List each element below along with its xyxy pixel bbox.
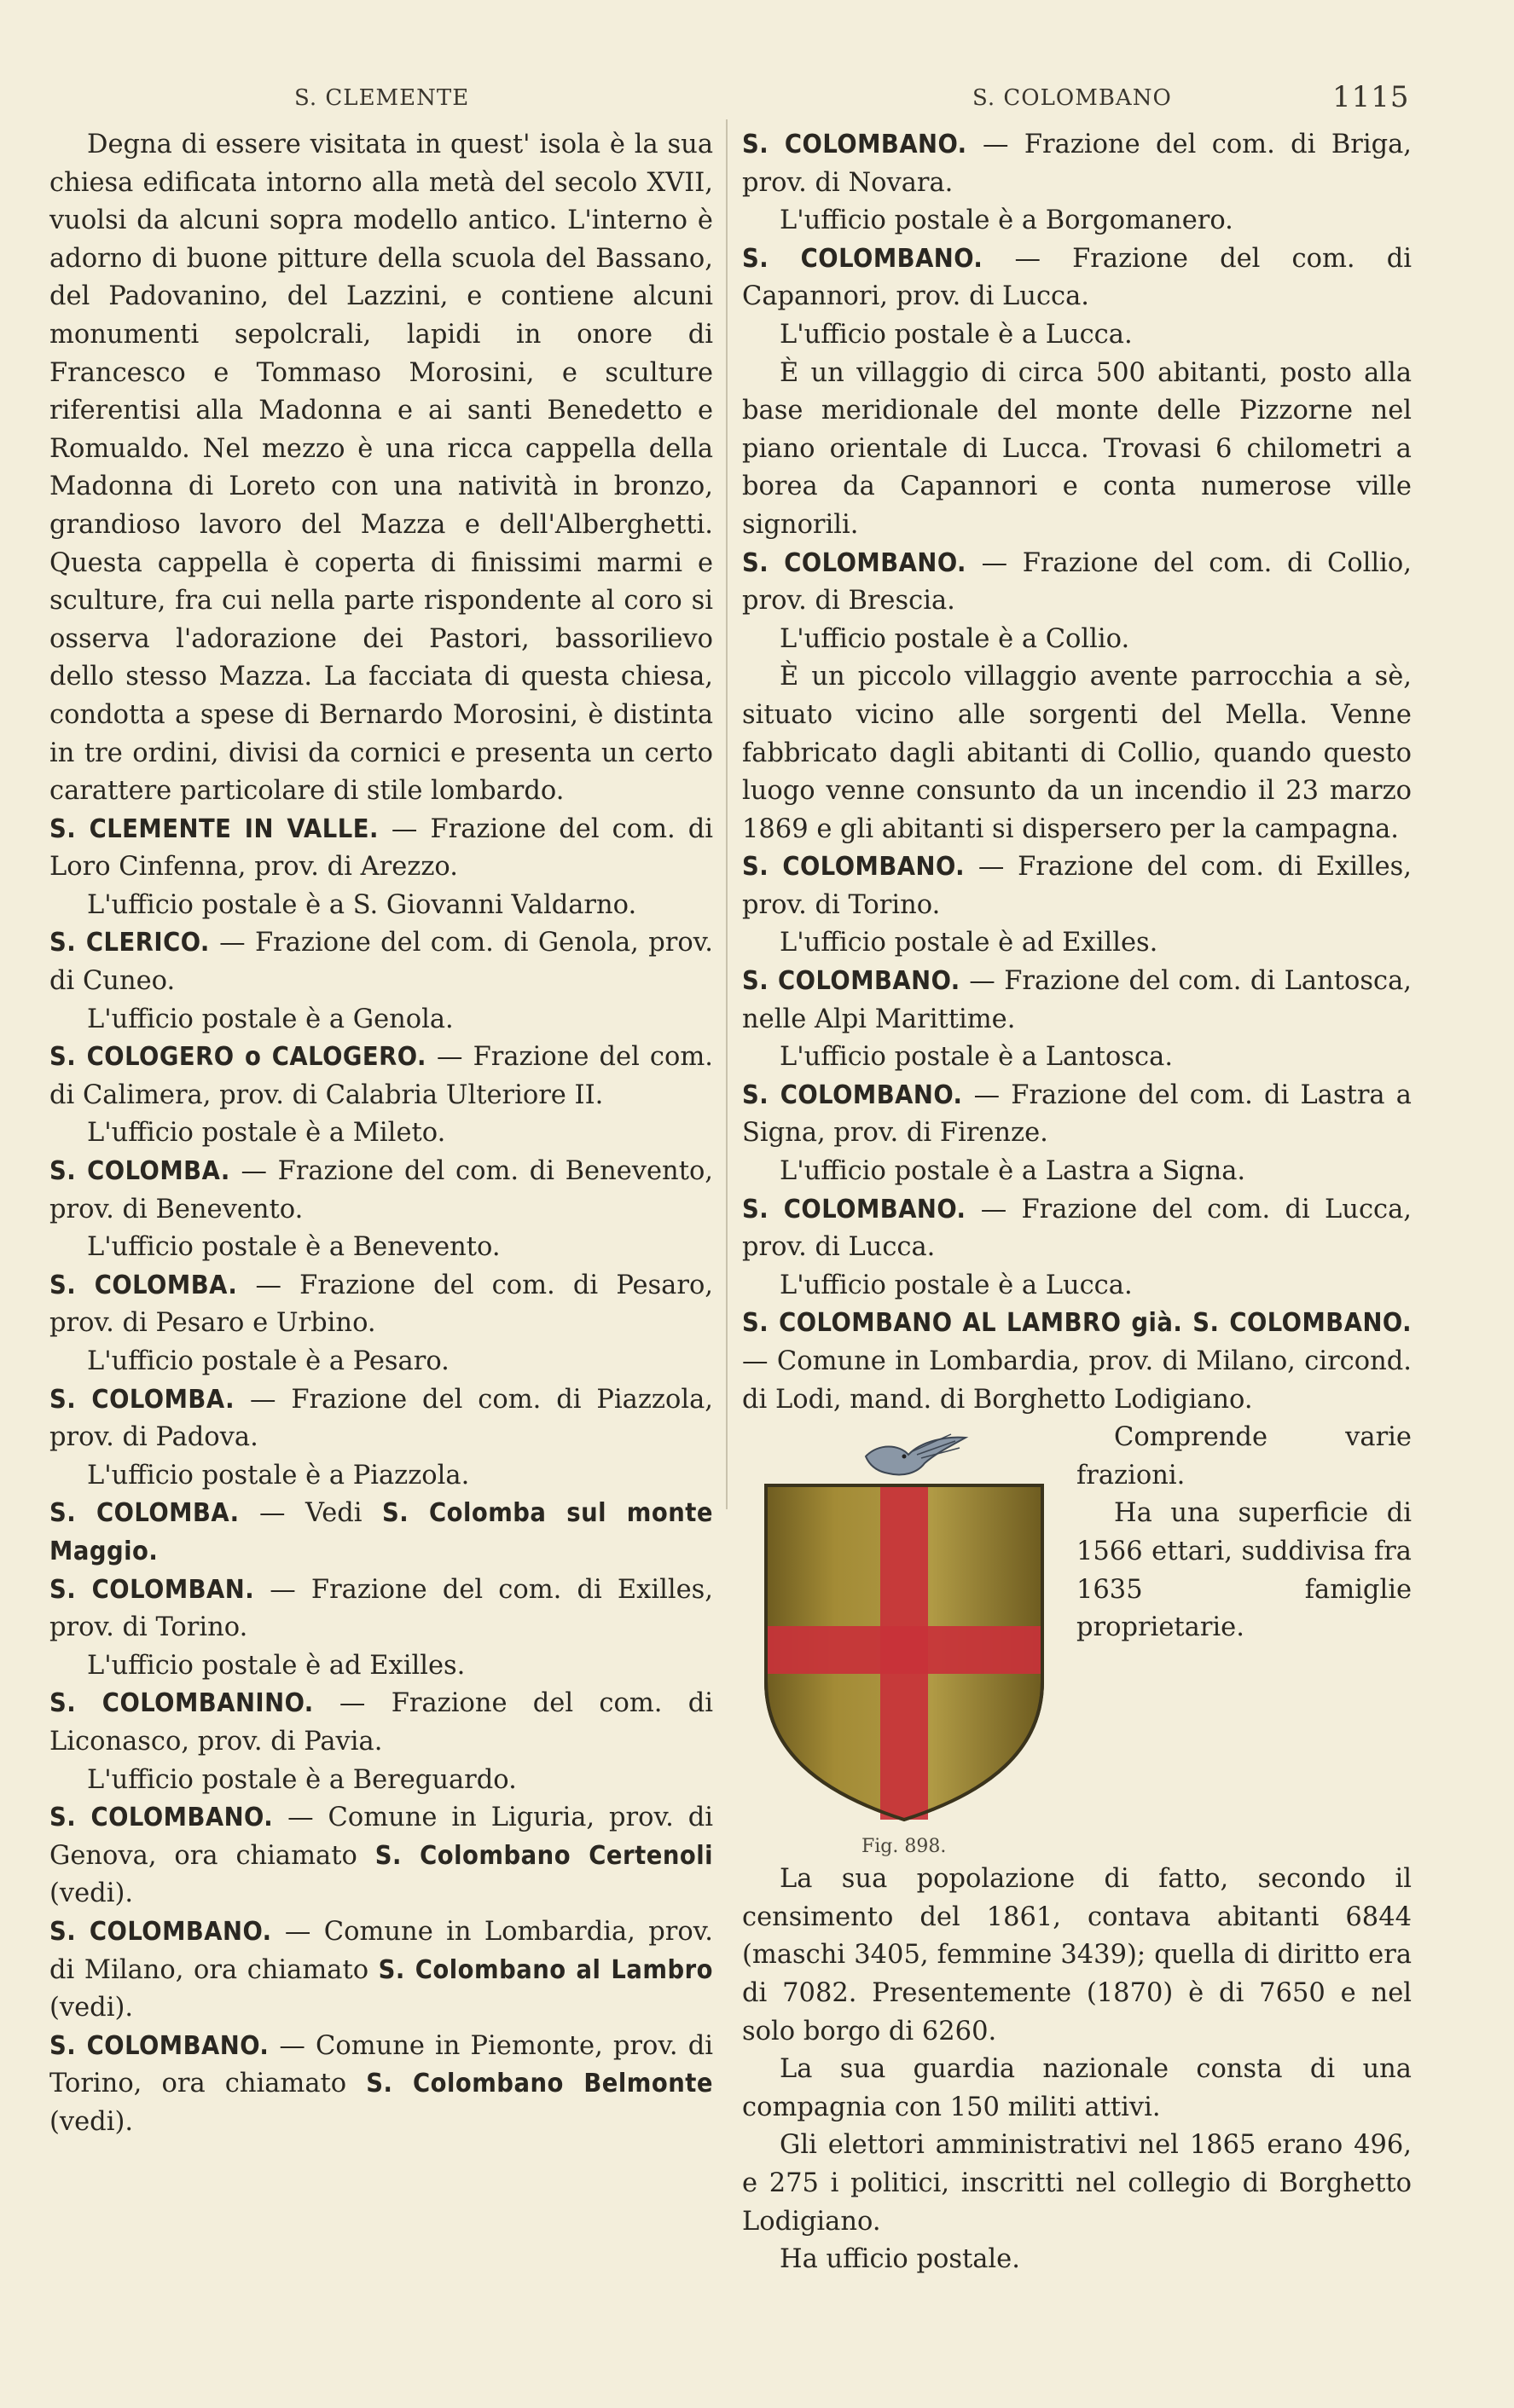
entry-headword: S. COLOMBANO. (742, 130, 967, 159)
entry-headword: S. COLOMBA. (49, 1156, 230, 1187)
entry-text: — Frazione del com. di Genola, prov. di Cuneo. (49, 928, 713, 997)
postal-note: L'ufficio postale è a Lantosca. (780, 1042, 1174, 1073)
entry-text-tail: (vedi). (49, 2106, 134, 2137)
entry-headword: S. COLOMBANO. (742, 547, 966, 578)
entry-colombano-lastra (742, 1077, 1412, 1153)
entry-text: — Frazione del com. di Lucca, prov. di Lucca. (742, 1194, 1412, 1263)
entry-headword: S. COLOMBANO. (49, 2030, 270, 2061)
entry-headword: S. COLOMBANINO. (49, 1688, 314, 1719)
postal-note: L'ufficio postale è a Pesaro. (87, 1346, 450, 1376)
cross-reference: S. Colomba sul monte Maggio. (49, 1498, 714, 1566)
electors-paragraph: Gli elettori amministrativi nel 1865 erano 496, e 275 i politici, inscritti nel collegio di Borghetto Lodigiano. (742, 2130, 1412, 2237)
coat-of-arms-figure (742, 1426, 1076, 1861)
entry-clerico (49, 924, 713, 1000)
entry-headword: S. COLOMBANO. (742, 1080, 963, 1110)
entry-headword: S. COLOMBA. (49, 1270, 238, 1300)
population-paragraph: La sua popolazione di fatto, secondo il censimento del 1861, contava abitanti 6844 (maschi 3405, femmine 3439); quella di diritto era di 7082. Presentemente (1870) è di 7650 e nel solo borgo di 6260. (742, 1864, 1412, 2046)
entry-text: — Frazione del com. di Pesaro, prov. di Pesaro e Urbino. (49, 1270, 714, 1339)
postal-note: L'ufficio postale è a Piazzola. (87, 1460, 470, 1491)
entry-clemente-in-valle (49, 811, 713, 887)
description-paragraph: Comprende varie frazioni. (1076, 1422, 1412, 1491)
entry-colombano-al-lambro (742, 1305, 1412, 1419)
cross-reference: S. Colombano al Lambro (378, 1954, 713, 1985)
postal-note: Ha ufficio postale. (780, 2244, 1020, 2275)
entry-headword: S. COLOMBANO. (742, 966, 960, 997)
cross-reference: S. Colombano Certenoli (374, 1840, 714, 1871)
postal-note: L'ufficio postale è a Collio. (780, 623, 1130, 654)
entry-headword: S. COLOMBANO. (742, 243, 983, 274)
entry-text-tail: (vedi). (49, 1878, 134, 1909)
postal-note: L'ufficio postale è a Lucca. (780, 1270, 1133, 1300)
entry-colombano-capannori (742, 240, 1412, 316)
cross-reference: S. Colombano Belmonte (366, 2069, 713, 2099)
entry-headword: S. COLOMBANO. (742, 852, 966, 883)
description-paragraph: È un villaggio di circa 500 abitanti, posto alla base meridionale del monte delle Pizzorne nel piano orientale di Lucca. Trovasi 6 chilometri a borea da Capannori e conta numerose ville signorili. (742, 357, 1412, 540)
entry-cologero (49, 1039, 713, 1114)
entry-colombano-lucca (742, 1191, 1412, 1267)
entry-headword: S. COLOMBA. (49, 1498, 240, 1529)
figure-side-text (1076, 1419, 1412, 1647)
entry-text: — Comune in Liguria, prov. di Genova, ora chiamato (49, 1803, 713, 1871)
entry-colombano-lantosca (742, 963, 1412, 1039)
entry-colombano-piemonte (49, 2028, 713, 2142)
entry-text: — Frazione del com. di Briga, prov. di Novara. (742, 130, 1412, 198)
entry-headword: S. COLOMBANO AL LAMBRO già. S. COLOMBANO. (742, 1308, 1412, 1339)
paragraph-isola-chiesa: Degna di essere visitata in quest' isola è la sua chiesa edificata intorno alla metà del secolo XVII, vuolsi da alcuni sopra modello antico. L'interno è adorno di buone pitture della scuola del Bassano, del Padovanino, del Lazzini, e contiene alcuni monumenti sepolcrali, lapidi in onore di Francesco e Tommaso Morosini, e sculture riferentisi alla Madonna e ai santi Benedetto e Romualdo. Nel mezzo è una ricca cappella della Madonna di Loreto con una natività in bronzo, grandioso lavoro del Mazza e dell'Alberghetti. Questa cappella è coperta di finissimi marmi e sculture, fra cui nella parte rispondente al coro si osserva l'adorazione dei Pastori, bassorilievo dello stesso Mazza. La facciata di questa chiesa, condotta a spese di Bernardo Morosini, è distinta in tre ordini, divisi da cornici e presenta un certo carattere particolare di stile lombardo. (49, 130, 713, 807)
entry-text: — Frazione del com. di Capannori, prov. di Lucca. (742, 243, 1412, 312)
entry-colombanino (49, 1685, 713, 1761)
entry-text: — Frazione del com. di Loro Cinfenna, prov. di Arezzo. (49, 813, 714, 883)
entry-colombano-exilles (742, 848, 1412, 924)
postal-note: L'ufficio postale è a Borgomanero. (780, 205, 1233, 236)
postal-note: L'ufficio postale è a Genola. (87, 1004, 454, 1034)
entry-text: — Comune in Piemonte, prov. di Torino, ora chiamato (49, 2030, 713, 2099)
column-divider (726, 119, 728, 1509)
running-head-right: S. COLOMBANO (972, 85, 1172, 111)
postal-note: L'ufficio postale è ad Exilles. (780, 928, 1158, 958)
entry-colomba-piazzola (49, 1381, 713, 1457)
entry-colombano-briga (742, 126, 1412, 202)
entry-headword: S. CLEMENTE IN VALLE. (49, 813, 379, 844)
entry-headword: S. COLOMBA. (49, 1384, 235, 1415)
entry-colomba-pesaro (49, 1267, 713, 1343)
entry-headword: S. COLOMBANO. (742, 1194, 966, 1224)
postal-note: L'ufficio postale è a Mileto. (87, 1118, 446, 1149)
page-number: 1115 (1332, 80, 1410, 114)
coat-of-arms-svg (742, 1426, 1066, 1826)
left-column (49, 126, 713, 2141)
entry-text: — Frazione del com. di Lastra a Signa, prov. di Firenze. (742, 1080, 1412, 1149)
postal-note: L'ufficio postale è a Lastra a Signa. (780, 1156, 1246, 1187)
entry-headword: S. COLOMBANO. (49, 1916, 272, 1947)
postal-note: L'ufficio postale è a S. Giovanni Valdarno. (87, 889, 637, 920)
entry-colomban (49, 1572, 713, 1647)
entry-text: — Frazione del com. di Calimera, prov. di Calabria Ulteriore II. (49, 1042, 713, 1110)
entry-headword: S. CLERICO. (49, 928, 210, 958)
dove-icon (866, 1434, 966, 1475)
entry-text: — Frazione del com. di Liconasco, prov. di Pavia. (49, 1688, 713, 1757)
entry-text: — Frazione del com. di Lantosca, nelle Alpi Marittime. (742, 966, 1412, 1034)
entry-colomba-benevento (49, 1153, 713, 1229)
figure-wrap (742, 1419, 1412, 1861)
description-paragraph: Ha una superficie di 1566 ettari, suddivisa fra 1635 famiglie proprietarie. (1076, 1498, 1412, 1643)
figure-caption: Fig. 898. (861, 1836, 947, 1858)
entry-text: — Vedi (239, 1498, 382, 1529)
postal-note: L'ufficio postale è a Lucca. (780, 319, 1133, 350)
entry-text: — Frazione del com. di Exilles, prov. di Torino. (742, 852, 1412, 920)
postal-note: L'ufficio postale è a Benevento. (87, 1232, 501, 1263)
entry-headword: S. COLOGERO o CALOGERO. (49, 1042, 426, 1073)
entry-colombano-lombardia (49, 1913, 713, 2028)
running-head-left: S. CLEMENTE (294, 85, 470, 111)
entry-text: — Comune in Lombardia, prov. di Milano, circond. di Lodi, mand. di Borghetto Lodigiano. (742, 1346, 1412, 1415)
entry-text: — Frazione del com. di Collio, prov. di Brescia. (742, 547, 1412, 616)
right-column (742, 126, 1412, 2279)
entry-text: — Frazione del com. di Piazzola, prov. di Padova. (49, 1384, 713, 1453)
entry-colomba-vedi (49, 1495, 713, 1571)
entry-text: — Frazione del com. di Benevento, prov. di Benevento. (49, 1156, 714, 1224)
postal-note: L'ufficio postale è ad Exilles. (87, 1650, 466, 1681)
entry-text: — Comune in Lombardia, prov. di Milano, ora chiamato (49, 1916, 713, 1985)
entry-headword: S. COLOMBANO. (49, 1803, 274, 1833)
entry-headword: S. COLOMBAN. (49, 1574, 255, 1605)
entry-colombano-liguria (49, 1799, 713, 1913)
postal-note: L'ufficio postale è a Bereguardo. (87, 1764, 517, 1795)
entry-colombano-collio (742, 545, 1412, 621)
guard-paragraph: La sua guardia nazionale consta di una compagnia con 150 militi attivi. (742, 2054, 1412, 2122)
entry-text: — Frazione del com. di Exilles, prov. di Torino. (49, 1574, 713, 1643)
entry-text-tail: (vedi). (49, 1993, 134, 2023)
description-paragraph: È un piccolo villaggio avente parrocchia a sè, situato vicino alle sorgenti del Mella. Venne fabbricato dagli abitanti di Collio, quando questo luogo venne consunto da un incendio il 23 marzo 1869 e gli abitanti si dispersero per la campagna. (742, 662, 1412, 844)
